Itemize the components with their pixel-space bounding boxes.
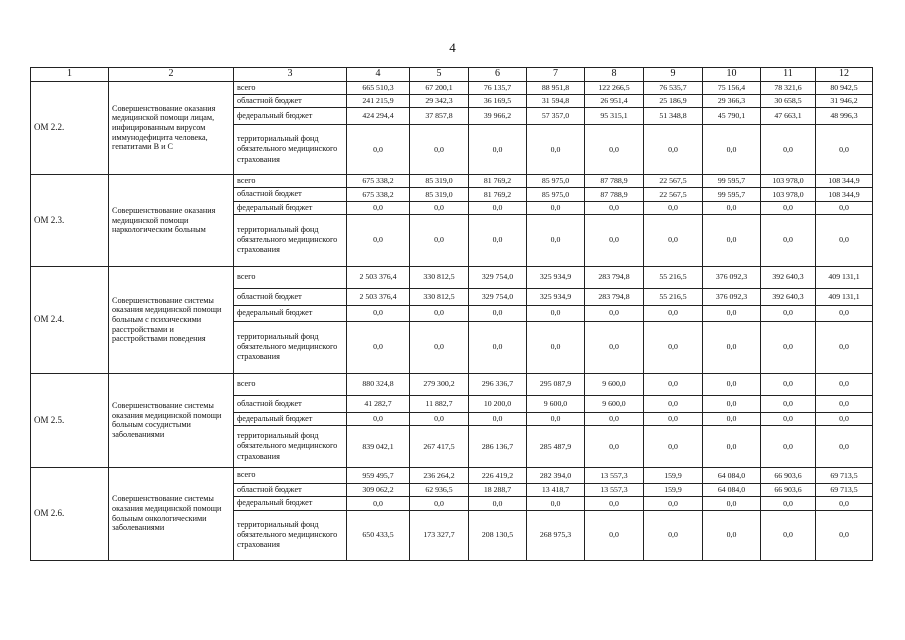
measure-name: Совершенствование системы оказания медицинской помощи больным с психическими расстройствами и расстройствами поведения [109, 266, 234, 373]
amount-cell: 0,0 [585, 510, 644, 560]
amount-cell: 309 062,2 [347, 484, 410, 497]
amount-cell: 0,0 [761, 395, 816, 412]
funding-source: территориальный фонд обязательного медицинского страхования [234, 321, 347, 373]
amount-cell: 13 418,7 [527, 484, 585, 497]
amount-cell: 85 975,0 [527, 188, 585, 201]
amount-cell: 0,0 [703, 412, 761, 425]
amount-cell: 0,0 [816, 321, 873, 373]
amount-cell: 241 215,9 [347, 94, 410, 107]
table-row [31, 373, 873, 395]
table-body [31, 68, 873, 561]
amount-cell: 959 495,7 [347, 468, 410, 484]
amount-cell: 296 336,7 [469, 373, 527, 395]
amount-cell: 0,0 [585, 426, 644, 468]
funding-source: областной бюджет [234, 395, 347, 412]
amount-cell: 0,0 [527, 497, 585, 510]
amount-cell: 0,0 [644, 395, 703, 412]
amount-cell: 99 595,7 [703, 175, 761, 188]
amount-cell: 0,0 [761, 510, 816, 560]
amount-cell: 31 946,2 [816, 94, 873, 107]
amount-cell: 87 788,9 [585, 175, 644, 188]
amount-cell: 76 535,7 [644, 81, 703, 94]
amount-cell: 0,0 [469, 305, 527, 321]
amount-cell: 279 300,2 [410, 373, 469, 395]
measure-code: ОМ 2.3. [31, 175, 109, 267]
amount-cell: 0,0 [703, 125, 761, 175]
column-header: 2 [109, 68, 234, 82]
amount-cell: 0,0 [644, 214, 703, 266]
amount-cell: 62 936,5 [410, 484, 469, 497]
table-row [31, 266, 873, 288]
header-row [31, 68, 873, 82]
amount-cell: 2 503 376,4 [347, 288, 410, 305]
amount-cell: 159,9 [644, 484, 703, 497]
amount-cell: 0,0 [410, 321, 469, 373]
amount-cell: 0,0 [703, 426, 761, 468]
column-header: 10 [703, 68, 761, 82]
amount-cell: 22 567,5 [644, 188, 703, 201]
funding-source: федеральный бюджет [234, 305, 347, 321]
amount-cell: 95 315,1 [585, 108, 644, 125]
amount-cell: 329 754,0 [469, 288, 527, 305]
amount-cell: 0,0 [469, 412, 527, 425]
amount-cell: 329 754,0 [469, 266, 527, 288]
amount-cell: 55 216,5 [644, 266, 703, 288]
amount-cell: 0,0 [703, 214, 761, 266]
amount-cell: 839 042,1 [347, 426, 410, 468]
column-header: 4 [347, 68, 410, 82]
column-header: 7 [527, 68, 585, 82]
amount-cell: 0,0 [644, 305, 703, 321]
amount-cell: 0,0 [703, 373, 761, 395]
amount-cell: 0,0 [761, 214, 816, 266]
amount-cell: 80 942,5 [816, 81, 873, 94]
amount-cell: 267 417,5 [410, 426, 469, 468]
funding-source: федеральный бюджет [234, 108, 347, 125]
amount-cell: 0,0 [585, 305, 644, 321]
amount-cell: 392 640,3 [761, 288, 816, 305]
amount-cell: 409 131,1 [816, 266, 873, 288]
amount-cell: 0,0 [410, 214, 469, 266]
amount-cell: 0,0 [527, 305, 585, 321]
column-header: 1 [31, 68, 109, 82]
table-row [31, 81, 873, 94]
amount-cell: 330 812,5 [410, 266, 469, 288]
measure-code: ОМ 2.5. [31, 373, 109, 467]
amount-cell: 31 594,8 [527, 94, 585, 107]
amount-cell: 0,0 [527, 321, 585, 373]
amount-cell: 0,0 [761, 426, 816, 468]
measure-code: ОМ 2.6. [31, 468, 109, 561]
amount-cell: 69 713,5 [816, 484, 873, 497]
measure-name: Совершенствование системы оказания медицинской помощи больным онкологическими заболеваниями [109, 468, 234, 561]
amount-cell: 48 996,3 [816, 108, 873, 125]
amount-cell: 39 966,2 [469, 108, 527, 125]
amount-cell: 0,0 [816, 305, 873, 321]
funding-source: всего [234, 373, 347, 395]
amount-cell: 0,0 [347, 125, 410, 175]
amount-cell: 85 319,0 [410, 188, 469, 201]
amount-cell: 283 794,8 [585, 266, 644, 288]
funding-source: федеральный бюджет [234, 412, 347, 425]
measure-name: Совершенствование оказания медицинской помощи лицам, инфицированным вирусом иммунодефицита человека, гепатитами В и С [109, 81, 234, 175]
amount-cell: 11 882,7 [410, 395, 469, 412]
amount-cell: 282 394,0 [527, 468, 585, 484]
column-header: 12 [816, 68, 873, 82]
amount-cell: 0,0 [469, 321, 527, 373]
amount-cell: 0,0 [527, 412, 585, 425]
amount-cell: 85 975,0 [527, 175, 585, 188]
amount-cell: 75 156,4 [703, 81, 761, 94]
amount-cell: 0,0 [347, 321, 410, 373]
amount-cell: 36 169,5 [469, 94, 527, 107]
measure-code: ОМ 2.4. [31, 266, 109, 373]
amount-cell: 665 510,3 [347, 81, 410, 94]
amount-cell: 0,0 [347, 412, 410, 425]
measure-name: Совершенствование системы оказания медицинской помощи больным сосудистыми заболеваниями [109, 373, 234, 467]
amount-cell: 99 595,7 [703, 188, 761, 201]
table-row [31, 468, 873, 484]
amount-cell: 0,0 [703, 305, 761, 321]
amount-cell: 0,0 [527, 214, 585, 266]
amount-cell: 0,0 [761, 373, 816, 395]
amount-cell: 30 658,5 [761, 94, 816, 107]
amount-cell: 236 264,2 [410, 468, 469, 484]
amount-cell: 0,0 [816, 426, 873, 468]
amount-cell: 268 975,3 [527, 510, 585, 560]
amount-cell: 85 319,0 [410, 175, 469, 188]
funding-source: областной бюджет [234, 188, 347, 201]
amount-cell: 29 342,3 [410, 94, 469, 107]
measure-name: Совершенствование оказания медицинской помощи наркологическим больным [109, 175, 234, 267]
amount-cell: 0,0 [644, 125, 703, 175]
amount-cell: 0,0 [703, 201, 761, 214]
amount-cell: 0,0 [644, 373, 703, 395]
amount-cell: 13 557,3 [585, 468, 644, 484]
amount-cell: 25 186,9 [644, 94, 703, 107]
amount-cell: 76 135,7 [469, 81, 527, 94]
amount-cell: 0,0 [703, 321, 761, 373]
amount-cell: 81 769,2 [469, 175, 527, 188]
amount-cell: 0,0 [761, 201, 816, 214]
amount-cell: 0,0 [703, 497, 761, 510]
funding-source: федеральный бюджет [234, 201, 347, 214]
column-header: 3 [234, 68, 347, 82]
amount-cell: 66 903,6 [761, 484, 816, 497]
amount-cell: 0,0 [410, 412, 469, 425]
amount-cell: 37 857,8 [410, 108, 469, 125]
amount-cell: 0,0 [761, 497, 816, 510]
page-number: 4 [449, 40, 456, 55]
amount-cell: 13 557,3 [585, 484, 644, 497]
amount-cell: 376 092,3 [703, 266, 761, 288]
amount-cell: 0,0 [816, 510, 873, 560]
amount-cell: 26 951,4 [585, 94, 644, 107]
amount-cell: 0,0 [816, 373, 873, 395]
table-row [31, 175, 873, 188]
amount-cell: 64 084,0 [703, 484, 761, 497]
amount-cell: 88 951,8 [527, 81, 585, 94]
funding-source: всего [234, 175, 347, 188]
amount-cell: 18 288,7 [469, 484, 527, 497]
amount-cell: 51 348,8 [644, 108, 703, 125]
amount-cell: 0,0 [816, 395, 873, 412]
amount-cell: 87 788,9 [585, 188, 644, 201]
amount-cell: 0,0 [585, 321, 644, 373]
funding-source: всего [234, 81, 347, 94]
amount-cell: 0,0 [469, 214, 527, 266]
amount-cell: 0,0 [644, 321, 703, 373]
amount-cell: 55 216,5 [644, 288, 703, 305]
amount-cell: 0,0 [816, 214, 873, 266]
amount-cell: 392 640,3 [761, 266, 816, 288]
amount-cell: 57 357,0 [527, 108, 585, 125]
amount-cell: 0,0 [410, 497, 469, 510]
amount-cell: 0,0 [816, 412, 873, 425]
amount-cell: 0,0 [761, 125, 816, 175]
amount-cell: 78 321,6 [761, 81, 816, 94]
amount-cell: 0,0 [410, 201, 469, 214]
amount-cell: 69 713,5 [816, 468, 873, 484]
amount-cell: 29 366,3 [703, 94, 761, 107]
amount-cell: 0,0 [347, 305, 410, 321]
amount-cell: 226 419,2 [469, 468, 527, 484]
amount-cell: 0,0 [644, 426, 703, 468]
funding-source: территориальный фонд обязательного медицинского страхования [234, 510, 347, 560]
amount-cell: 0,0 [644, 412, 703, 425]
amount-cell: 880 324,8 [347, 373, 410, 395]
amount-cell: 675 338,2 [347, 188, 410, 201]
amount-cell: 22 567,5 [644, 175, 703, 188]
amount-cell: 0,0 [644, 510, 703, 560]
funding-source: областной бюджет [234, 288, 347, 305]
amount-cell: 285 487,9 [527, 426, 585, 468]
amount-cell: 325 934,9 [527, 288, 585, 305]
funding-source: областной бюджет [234, 94, 347, 107]
amount-cell: 0,0 [347, 497, 410, 510]
amount-cell: 0,0 [347, 201, 410, 214]
funding-source: федеральный бюджет [234, 497, 347, 510]
funding-source: всего [234, 266, 347, 288]
funding-source: областной бюджет [234, 484, 347, 497]
amount-cell: 81 769,2 [469, 188, 527, 201]
amount-cell: 103 978,0 [761, 175, 816, 188]
amount-cell: 0,0 [703, 510, 761, 560]
amount-cell: 675 338,2 [347, 175, 410, 188]
amount-cell: 41 282,7 [347, 395, 410, 412]
amount-cell: 295 087,9 [527, 373, 585, 395]
amount-cell: 0,0 [644, 497, 703, 510]
amount-cell: 66 903,6 [761, 468, 816, 484]
funding-source: всего [234, 468, 347, 484]
amount-cell: 283 794,8 [585, 288, 644, 305]
amount-cell: 9 600,0 [585, 373, 644, 395]
amount-cell: 10 200,0 [469, 395, 527, 412]
amount-cell: 208 130,5 [469, 510, 527, 560]
amount-cell: 0,0 [469, 497, 527, 510]
amount-cell: 0,0 [585, 201, 644, 214]
amount-cell: 0,0 [816, 201, 873, 214]
amount-cell: 0,0 [410, 305, 469, 321]
amount-cell: 108 344,9 [816, 175, 873, 188]
column-header: 9 [644, 68, 703, 82]
amount-cell: 0,0 [585, 497, 644, 510]
amount-cell: 325 934,9 [527, 266, 585, 288]
funding-source: территориальный фонд обязательного медицинского страхования [234, 214, 347, 266]
amount-cell: 0,0 [585, 214, 644, 266]
amount-cell: 0,0 [585, 125, 644, 175]
amount-cell: 67 200,1 [410, 81, 469, 94]
amount-cell: 0,0 [761, 412, 816, 425]
amount-cell: 424 294,4 [347, 108, 410, 125]
amount-cell: 0,0 [469, 201, 527, 214]
amount-cell: 0,0 [703, 395, 761, 412]
amount-cell: 0,0 [816, 497, 873, 510]
amount-cell: 0,0 [585, 412, 644, 425]
amount-cell: 330 812,5 [410, 288, 469, 305]
amount-cell: 2 503 376,4 [347, 266, 410, 288]
amount-cell: 376 092,3 [703, 288, 761, 305]
amount-cell: 9 600,0 [585, 395, 644, 412]
amount-cell: 64 084,0 [703, 468, 761, 484]
amount-cell: 0,0 [347, 214, 410, 266]
amount-cell: 0,0 [410, 125, 469, 175]
amount-cell: 0,0 [469, 125, 527, 175]
amount-cell: 9 600,0 [527, 395, 585, 412]
amount-cell: 409 131,1 [816, 288, 873, 305]
amount-cell: 650 433,5 [347, 510, 410, 560]
amount-cell: 0,0 [527, 125, 585, 175]
amount-cell: 45 790,1 [703, 108, 761, 125]
measure-code: ОМ 2.2. [31, 81, 109, 175]
amount-cell: 173 327,7 [410, 510, 469, 560]
amount-cell: 0,0 [761, 305, 816, 321]
funding-source: территориальный фонд обязательного медицинского страхования [234, 125, 347, 175]
amount-cell: 286 136,7 [469, 426, 527, 468]
column-header: 5 [410, 68, 469, 82]
budget-table [30, 67, 873, 561]
column-header: 8 [585, 68, 644, 82]
funding-source: территориальный фонд обязательного медицинского страхования [234, 426, 347, 468]
amount-cell: 159,9 [644, 468, 703, 484]
amount-cell: 0,0 [527, 201, 585, 214]
column-header: 11 [761, 68, 816, 82]
amount-cell: 0,0 [644, 201, 703, 214]
amount-cell: 47 663,1 [761, 108, 816, 125]
amount-cell: 122 266,5 [585, 81, 644, 94]
amount-cell: 103 978,0 [761, 188, 816, 201]
amount-cell: 0,0 [761, 321, 816, 373]
amount-cell: 0,0 [816, 125, 873, 175]
column-header: 6 [469, 68, 527, 82]
amount-cell: 108 344,9 [816, 188, 873, 201]
